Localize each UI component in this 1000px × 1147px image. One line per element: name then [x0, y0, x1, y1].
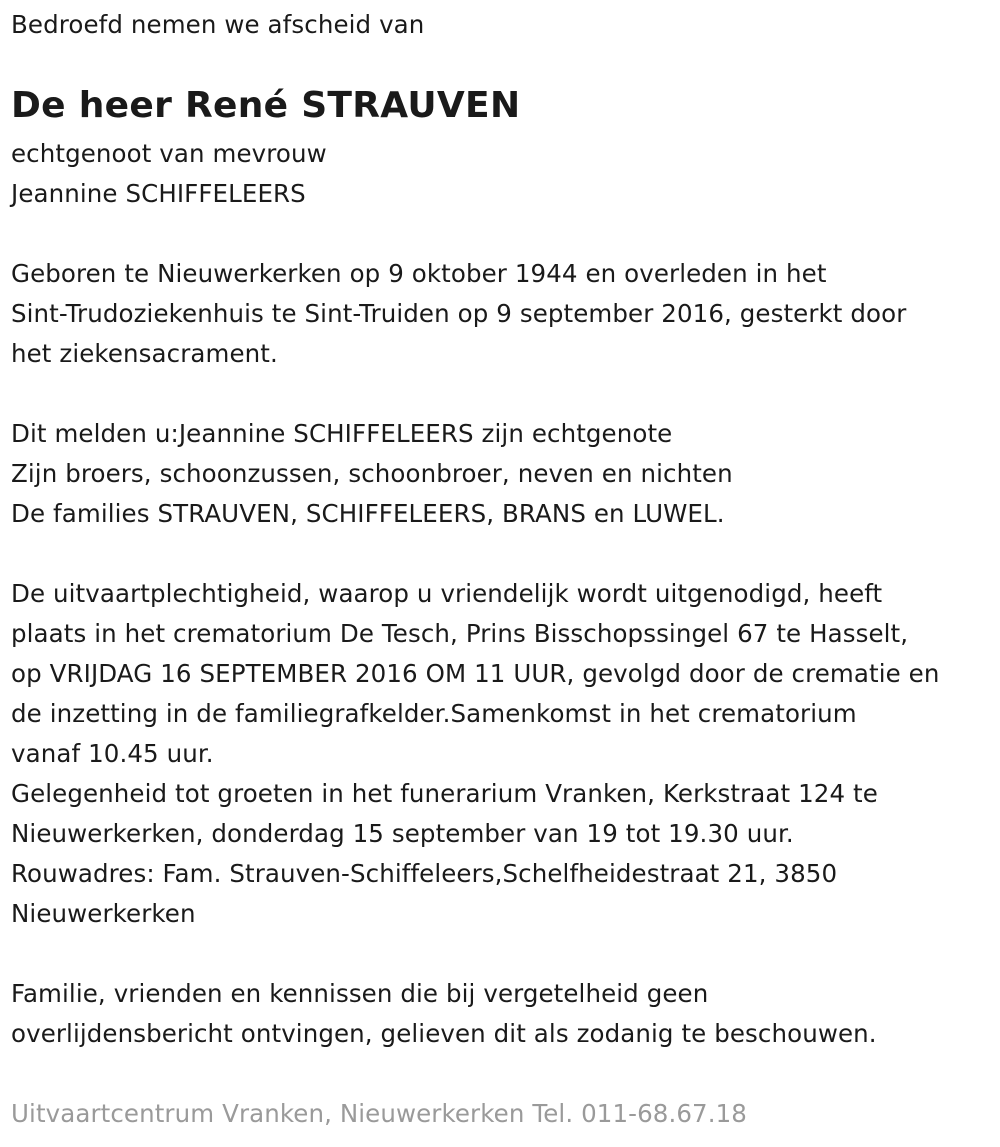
paragraph-line: Familie, vrienden en kennissen die bij vergetelheid geen	[11, 979, 709, 1008]
paragraph-line: de inzetting in de familiegrafkelder.Samenkomst in het crematorium	[11, 699, 857, 728]
deceased-name: De heer René STRAUVEN	[11, 85, 521, 126]
paragraph-line: Rouwadres: Fam. Strauven-Schiffeleers,Schelfheidestraat 21, 3850	[11, 859, 838, 888]
birth-death-paragraph	[11, 254, 906, 374]
paragraph-line: Dit melden u:Jeannine SCHIFFELEERS zijn echtgenote	[11, 419, 673, 448]
spouse-line: Jeannine SCHIFFELEERS	[11, 179, 306, 208]
paragraph-line: Gelegenheid tot groeten in het funerarium Vranken, Kerkstraat 124 te	[11, 779, 878, 808]
notice-paragraph	[11, 974, 877, 1054]
funeral-home-footer: Uitvaartcentrum Vranken, Nieuwerkerken Tel. 011-68.67.18	[11, 1099, 747, 1128]
paragraph-line: op VRIJDAG 16 SEPTEMBER 2016 OM 11 UUR, gevolgd door de crematie en	[11, 659, 940, 688]
paragraph-line: Nieuwerkerken, donderdag 15 september van 19 tot 19.30 uur.	[11, 819, 794, 848]
spouse-block	[11, 134, 327, 214]
paragraph-line: vanaf 10.45 uur.	[11, 739, 214, 768]
spouse-line: echtgenoot van mevrouw	[11, 139, 327, 168]
paragraph-line: plaats in het crematorium De Tesch, Prins Bisschopssingel 67 te Hasselt,	[11, 619, 909, 648]
paragraph-line: Zijn broers, schoonzussen, schoonbroer, neven en nichten	[11, 459, 733, 488]
paragraph-line: De families STRAUVEN, SCHIFFELEERS, BRANS en LUWEL.	[11, 499, 725, 528]
paragraph-line: Geboren te Nieuwerkerken op 9 oktober 1944 en overleden in het	[11, 259, 827, 288]
paragraph-line: Sint-Trudoziekenhuis te Sint-Truiden op 9 september 2016, gesterkt door	[11, 299, 907, 328]
service-paragraph	[11, 574, 939, 934]
paragraph-line: De uitvaartplechtigheid, waarop u vriendelijk wordt uitgenodigd, heeft	[11, 579, 883, 608]
announcers-paragraph	[11, 414, 733, 534]
paragraph-line: het ziekensacrament.	[11, 339, 278, 368]
paragraph-line: overlijdensbericht ontvingen, gelieven dit als zodanig te beschouwen.	[11, 1019, 877, 1048]
intro-text: Bedroefd nemen we afscheid van	[11, 10, 425, 39]
paragraph-line: Nieuwerkerken	[11, 899, 196, 928]
